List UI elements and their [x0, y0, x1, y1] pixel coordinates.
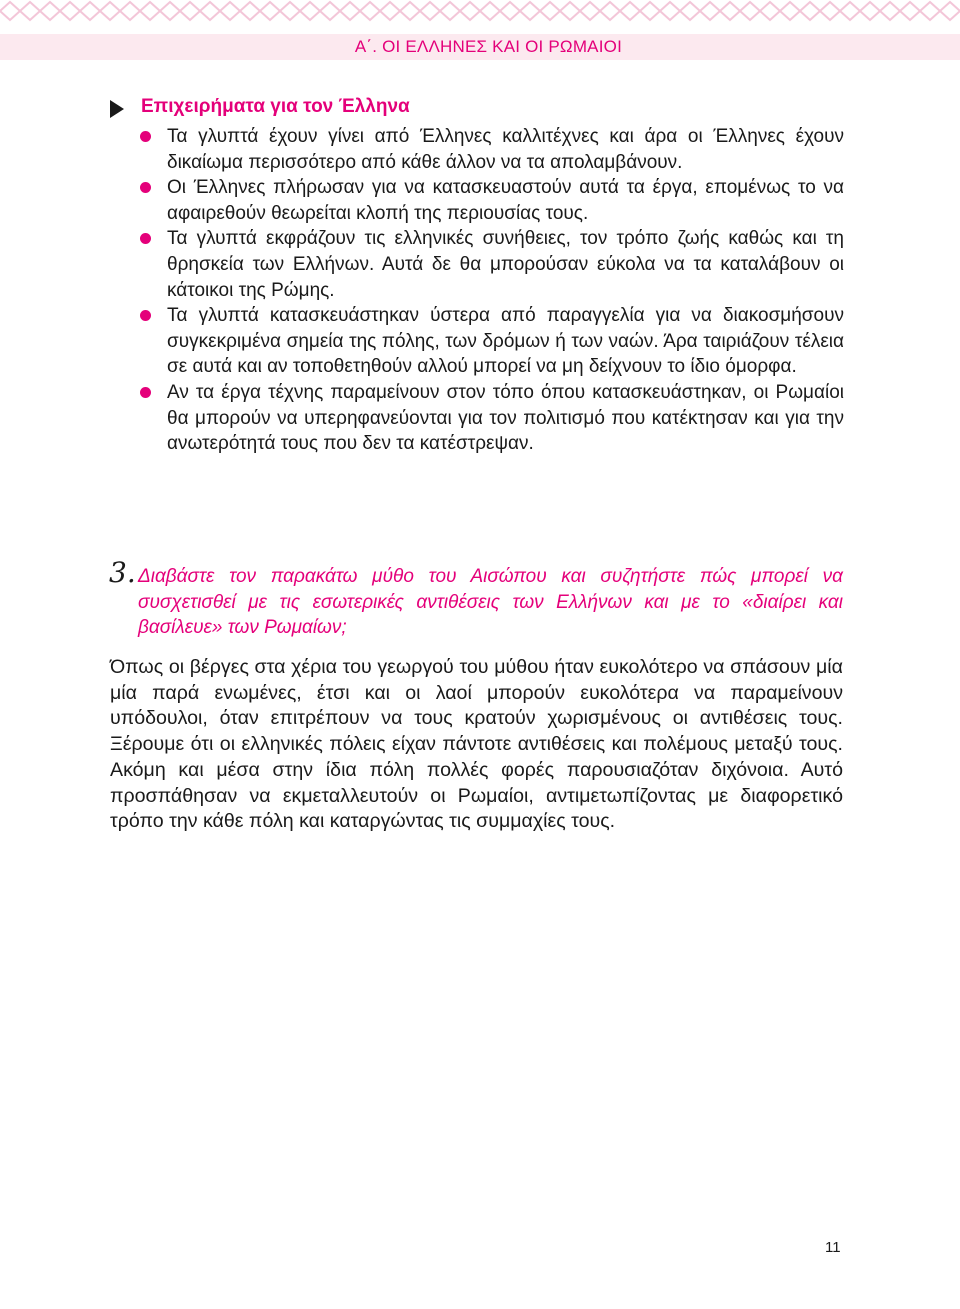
border-diamond: [800, 2, 820, 20]
bullet-dot-icon: [140, 310, 151, 321]
page-number: 11: [825, 1239, 841, 1256]
border-diamond: [60, 2, 80, 20]
border-diamond: [620, 2, 640, 20]
list-item-text: Οι Έλληνες πλήρωσαν για να κατασκευαστούν αυτά τα έργα, επομένως το να αφαιρεθούν θεωρείται κλοπή της περιουσίας τους.: [167, 177, 844, 224]
list-item-text: Τα γλυπτά εκφράζουν τις ελληνικές συνήθειες, τον τρόπο ζωής καθώς και τη θρησκεία των Ελλήνων. Αυτά δε θα μπορούσαν εύκολα να τα καταλάβουν οι κάτοικοι της Ρώμης.: [167, 228, 844, 301]
border-diamond: [220, 2, 240, 20]
list-item-text: Τα γλυπτά έχουν γίνει από Έλληνες καλλιτέχνες και άρα οι Έλληνες έχουν δικαίωμα περισσότερο από κάθε άλλον να τα απολαμβάνουν.: [167, 126, 844, 173]
border-diamond: [420, 2, 440, 20]
border-diamond: [560, 2, 580, 20]
bullet-dot-icon: [140, 233, 151, 244]
border-diamond: [540, 2, 560, 20]
border-diamond: [500, 2, 520, 20]
border-diamond: [640, 2, 660, 20]
border-diamond: [320, 2, 340, 20]
border-diamond: [200, 2, 220, 20]
border-diamond: [280, 2, 300, 20]
list-item: [140, 380, 844, 457]
border-diamond: [760, 2, 780, 20]
border-diamond: [820, 2, 840, 20]
border-diamond: [480, 2, 500, 20]
border-diamond: [140, 2, 160, 20]
list-item-text: Τα γλυπτά κατασκευάστηκαν ύστερα από παραγγελία για να διακοσμήσουν συγκεκριμένα σημεία της πόλης, των δρόμων ή των ναών. Άρα ταιριάζουν τέλεια σε αυτά και αν τοποθετηθούν αλλού μπορεί να μη δείχνουν το ίδιο όμορφα.: [167, 305, 844, 378]
border-diamond: [880, 2, 900, 20]
border-diamond: [580, 2, 600, 20]
triangle-right-icon: [110, 100, 124, 118]
border-diamond: [100, 2, 120, 20]
bullet-dot-icon: [140, 182, 151, 193]
border-diamond: [660, 2, 680, 20]
border-diamond: [740, 2, 760, 20]
list-item: [140, 175, 844, 226]
border-diamond: [380, 2, 400, 20]
border-diamond: [300, 2, 320, 20]
border-diamond: [600, 2, 620, 20]
border-diamond: [0, 2, 20, 20]
border-diamond: [720, 2, 740, 20]
border-diamond: [240, 2, 260, 20]
border-diamond: [900, 2, 920, 20]
border-diamond: [180, 2, 200, 20]
border-diamond: [840, 2, 860, 20]
border-diamond: [920, 2, 940, 20]
border-diamond: [460, 2, 480, 20]
question-text: Διαβάστε τον παρακάτω μύθο του Αισώπου και συζητήστε πώς μπορεί να συσχετισθεί με τις εσωτερικές αντιθέσεις των Ελλήνων και με το «διαίρει και βασίλευε» των Ρωμαίων;: [138, 566, 843, 639]
decorative-border: [0, 0, 960, 22]
border-diamond: [680, 2, 700, 20]
bullet-dot-icon: [140, 131, 151, 142]
border-diamond: [520, 2, 540, 20]
border-diamond: [700, 2, 720, 20]
border-diamond: [340, 2, 360, 20]
question-number: 3.: [109, 556, 136, 589]
border-diamond: [400, 2, 420, 20]
list-item: [140, 124, 844, 175]
section-heading-text: Επιχειρήματα για τον Έλληνα: [141, 96, 410, 117]
border-diamond: [440, 2, 460, 20]
border-diamond: [260, 2, 280, 20]
border-diamond: [360, 2, 380, 20]
border-diamond: [160, 2, 180, 20]
border-diamond: [40, 2, 60, 20]
border-diamond: [120, 2, 140, 20]
list-item-text: Αν τα έργα τέχνης παραμείνουν στον τόπο όπου κατασκευάστηκαν, οι Ρωμαίοι θα μπορούν να υπερηφανεύονται για τον πολιτισμό που κατέκτησαν και για την ανωτερότητά τους που δεν τα κατέστρεψαν.: [167, 381, 844, 455]
bullet-dot-icon: [140, 387, 151, 398]
list-item: [140, 303, 844, 380]
list-item: [140, 226, 844, 303]
border-diamond: [860, 2, 880, 20]
border-diamond: [780, 2, 800, 20]
border-diamond: [80, 2, 100, 20]
argument-list: [140, 124, 844, 457]
header-title: Α΄. ΟΙ ΕΛΛΗΝΕΣ ΚΑΙ ΟΙ ΡΩΜΑΙΟΙ: [354, 37, 622, 56]
answer-paragraph: Όπως οι βέργες στα χέρια του γεωργού του μύθου ήταν ευκολότερο να σπάσουν μία μία παρά ενωμένες, έτσι και οι λαοί μπορούν ευκολότερα να παραμείνουν υπόδουλοι, όταν επιτρέπουν να τους κρατούν χωρισμένους οι αντιθέσεις τους. Ξέρουμε ότι οι ελληνικές πόλεις είχαν πάντοτε αντιθέσεις και πολέμους μεταξύ τους. Ακόμη και μέσα στην ίδια πόλη πολλές φορές παρουσιαζόταν διχόνοια. Αυτό προσπάθησαν να εκμεταλλευτούν οι Ρωμαίοι, αντιμετωπίζοντας με διαφορετικό τρόπο την κάθε πόλη και καταργώντας τις συμμαχίες τους.: [110, 656, 843, 833]
border-diamond: [940, 2, 960, 20]
border-diamond: [20, 2, 40, 20]
